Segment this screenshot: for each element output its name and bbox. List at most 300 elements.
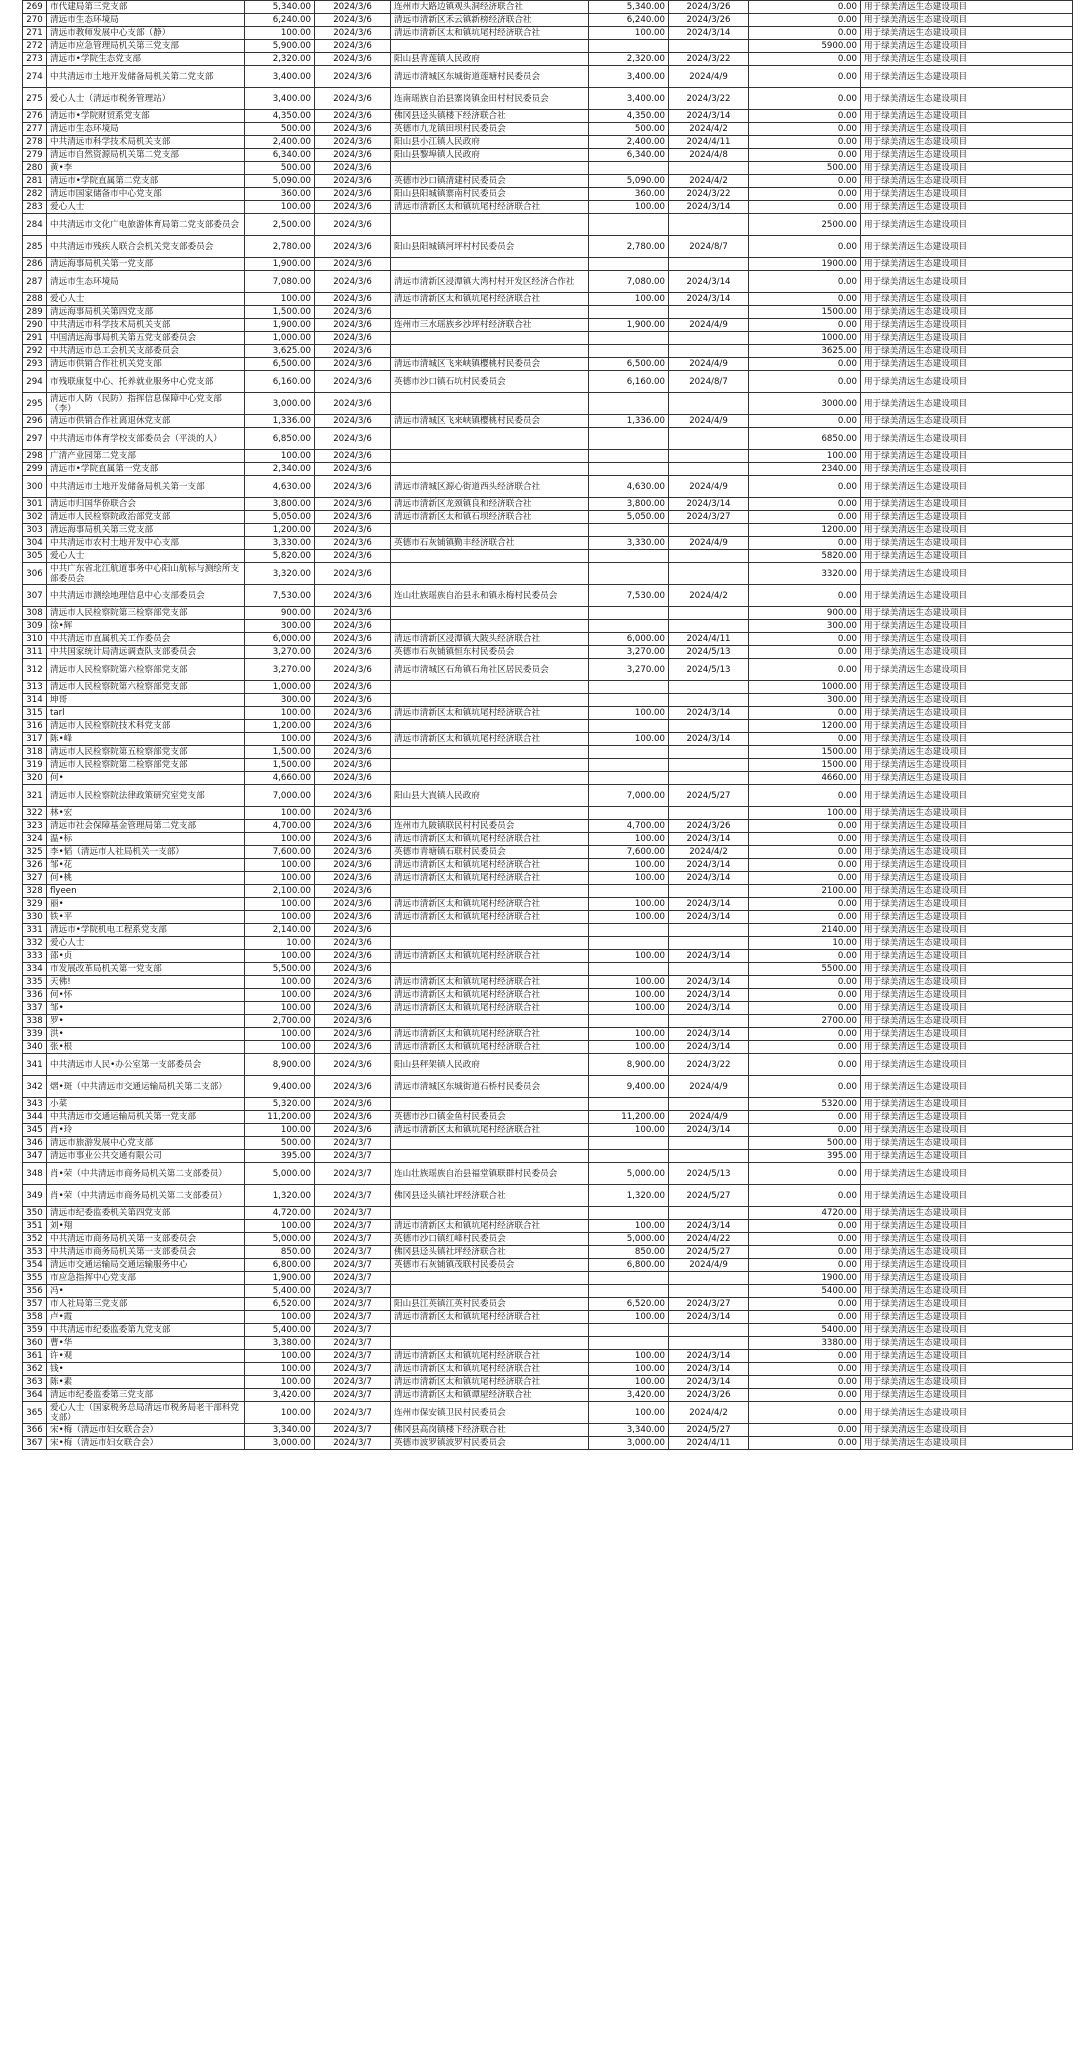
donation-amount-cell: 3,800.00 bbox=[245, 498, 315, 511]
donation-date-cell: 2024/3/6 bbox=[315, 746, 391, 759]
purpose-cell: 用于绿美清远生态建设项目 bbox=[861, 911, 1073, 924]
remaining-balance-cell: 0.00 bbox=[749, 88, 861, 110]
remaining-balance-cell: 1200.00 bbox=[749, 720, 861, 733]
donation-date-cell: 2024/3/6 bbox=[315, 371, 391, 393]
recipient-unit-cell: 英德市沙口镇金鱼村民委员会 bbox=[391, 1111, 589, 1124]
table-row bbox=[23, 1324, 1073, 1337]
donation-date-cell: 2024/3/6 bbox=[315, 498, 391, 511]
allocation-date-cell: 2024/8/7 bbox=[669, 371, 749, 393]
purpose-cell: 用于绿美清远生态建设项目 bbox=[861, 1150, 1073, 1163]
allocated-amount-cell: 3,000.00 bbox=[589, 1437, 669, 1450]
donor-name-cell: 钱• bbox=[47, 1363, 245, 1376]
allocated-amount-cell: 100.00 bbox=[589, 1041, 669, 1054]
donation-amount-cell: 4,720.00 bbox=[245, 1207, 315, 1220]
table-row bbox=[23, 201, 1073, 214]
table-row bbox=[23, 885, 1073, 898]
recipient-unit-cell: 清远市清新区太和镇坑尾村经济联合社 bbox=[391, 27, 589, 40]
donation-date-cell: 2024/3/6 bbox=[315, 585, 391, 607]
donation-date-cell: 2024/3/6 bbox=[315, 1124, 391, 1137]
donation-amount-cell: 1,200.00 bbox=[245, 720, 315, 733]
table-row bbox=[23, 620, 1073, 633]
donation-amount-cell: 5,900.00 bbox=[245, 40, 315, 53]
purpose-cell: 用于绿美清远生态建设项目 bbox=[861, 772, 1073, 785]
remaining-balance-cell: 0.00 bbox=[749, 136, 861, 149]
recipient-unit-cell: 连州市保安镇卫民村民委员会 bbox=[391, 1402, 589, 1424]
row-number-cell: 314 bbox=[23, 694, 47, 707]
remaining-balance-cell: 0.00 bbox=[749, 950, 861, 963]
row-number-cell: 365 bbox=[23, 1402, 47, 1424]
table-row bbox=[23, 872, 1073, 885]
table-row bbox=[23, 1111, 1073, 1124]
allocation-date-cell: 2024/4/11 bbox=[669, 136, 749, 149]
allocated-amount-cell: 5,050.00 bbox=[589, 511, 669, 524]
donation-date-cell: 2024/3/7 bbox=[315, 1272, 391, 1285]
allocation-date-cell: 2024/5/27 bbox=[669, 785, 749, 807]
table-row bbox=[23, 1076, 1073, 1098]
allocation-date-cell bbox=[669, 428, 749, 450]
donation-date-cell: 2024/3/6 bbox=[315, 1054, 391, 1076]
row-number-cell: 332 bbox=[23, 937, 47, 950]
donation-date-cell: 2024/3/6 bbox=[315, 720, 391, 733]
donation-date-cell: 2024/3/6 bbox=[315, 963, 391, 976]
allocation-date-cell: 2024/3/14 bbox=[669, 898, 749, 911]
donation-date-cell: 2024/3/6 bbox=[315, 188, 391, 201]
row-number-cell: 306 bbox=[23, 563, 47, 585]
donation-amount-cell: 7,080.00 bbox=[245, 271, 315, 293]
purpose-cell: 用于绿美清远生态建设项目 bbox=[861, 550, 1073, 563]
recipient-unit-cell bbox=[391, 550, 589, 563]
donor-name-cell: 何•桃 bbox=[47, 872, 245, 885]
allocated-amount-cell bbox=[589, 1285, 669, 1298]
table-row bbox=[23, 807, 1073, 820]
table-row bbox=[23, 371, 1073, 393]
donation-date-cell: 2024/3/6 bbox=[315, 476, 391, 498]
remaining-balance-cell: 3380.00 bbox=[749, 1337, 861, 1350]
allocated-amount-cell: 7,000.00 bbox=[589, 785, 669, 807]
allocation-date-cell: 2024/5/13 bbox=[669, 659, 749, 681]
allocation-date-cell bbox=[669, 306, 749, 319]
remaining-balance-cell: 0.00 bbox=[749, 188, 861, 201]
allocated-amount-cell bbox=[589, 332, 669, 345]
allocation-date-cell: 2024/3/22 bbox=[669, 88, 749, 110]
purpose-cell: 用于绿美清远生态建设项目 bbox=[861, 694, 1073, 707]
table-row bbox=[23, 1402, 1073, 1424]
donation-date-cell: 2024/3/6 bbox=[315, 859, 391, 872]
donation-date-cell: 2024/3/6 bbox=[315, 898, 391, 911]
recipient-unit-cell: 清远市清新区太和镇坑尾村经济联合社 bbox=[391, 1220, 589, 1233]
purpose-cell: 用于绿美清远生态建设项目 bbox=[861, 1337, 1073, 1350]
allocated-amount-cell bbox=[589, 1207, 669, 1220]
purpose-cell: 用于绿美清远生态建设项目 bbox=[861, 833, 1073, 846]
row-number-cell: 313 bbox=[23, 681, 47, 694]
purpose-cell: 用于绿美清远生态建设项目 bbox=[861, 585, 1073, 607]
remaining-balance-cell: 0.00 bbox=[749, 123, 861, 136]
recipient-unit-cell bbox=[391, 162, 589, 175]
purpose-cell: 用于绿美清远生态建设项目 bbox=[861, 258, 1073, 271]
recipient-unit-cell bbox=[391, 620, 589, 633]
allocated-amount-cell: 100.00 bbox=[589, 707, 669, 720]
remaining-balance-cell: 2340.00 bbox=[749, 463, 861, 476]
allocated-amount-cell bbox=[589, 306, 669, 319]
purpose-cell: 用于绿美清远生态建设项目 bbox=[861, 428, 1073, 450]
donation-date-cell: 2024/3/6 bbox=[315, 911, 391, 924]
donor-name-cell: 清远海事局机关第三党支部 bbox=[47, 524, 245, 537]
remaining-balance-cell: 0.00 bbox=[749, 293, 861, 306]
allocation-date-cell bbox=[669, 1098, 749, 1111]
allocated-amount-cell bbox=[589, 1137, 669, 1150]
allocation-date-cell: 2024/4/9 bbox=[669, 537, 749, 550]
donation-amount-cell: 100.00 bbox=[245, 859, 315, 872]
recipient-unit-cell bbox=[391, 1207, 589, 1220]
purpose-cell: 用于绿美清远生态建设项目 bbox=[861, 537, 1073, 550]
donation-amount-cell: 5,320.00 bbox=[245, 1098, 315, 1111]
purpose-cell: 用于绿美清远生态建设项目 bbox=[861, 450, 1073, 463]
row-number-cell: 325 bbox=[23, 846, 47, 859]
recipient-unit-cell bbox=[391, 463, 589, 476]
remaining-balance-cell: 1000.00 bbox=[749, 681, 861, 694]
recipient-unit-cell bbox=[391, 1337, 589, 1350]
purpose-cell: 用于绿美清远生态建设项目 bbox=[861, 1041, 1073, 1054]
donor-name-cell: 中共清远市总工会机关支部委员会 bbox=[47, 345, 245, 358]
purpose-cell: 用于绿美清远生态建设项目 bbox=[861, 306, 1073, 319]
purpose-cell: 用于绿美清远生态建设项目 bbox=[861, 937, 1073, 950]
donation-date-cell: 2024/3/6 bbox=[315, 524, 391, 537]
purpose-cell: 用于绿美清远生态建设项目 bbox=[861, 136, 1073, 149]
row-number-cell: 350 bbox=[23, 1207, 47, 1220]
table-row bbox=[23, 236, 1073, 258]
recipient-unit-cell: 阳山县江英镇江英村民委员会 bbox=[391, 1298, 589, 1311]
allocation-date-cell: 2024/3/14 bbox=[669, 976, 749, 989]
allocated-amount-cell bbox=[589, 162, 669, 175]
row-number-cell: 278 bbox=[23, 136, 47, 149]
donation-amount-cell: 300.00 bbox=[245, 620, 315, 633]
donation-amount-cell: 100.00 bbox=[245, 201, 315, 214]
donation-date-cell: 2024/3/6 bbox=[315, 1098, 391, 1111]
donation-date-cell: 2024/3/7 bbox=[315, 1259, 391, 1272]
table-row bbox=[23, 393, 1073, 415]
allocation-date-cell: 2024/4/11 bbox=[669, 1437, 749, 1450]
donation-amount-cell: 5,000.00 bbox=[245, 1163, 315, 1185]
donor-name-cell: 冯• bbox=[47, 1285, 245, 1298]
remaining-balance-cell: 0.00 bbox=[749, 911, 861, 924]
allocated-amount-cell: 360.00 bbox=[589, 188, 669, 201]
remaining-balance-cell: 0.00 bbox=[749, 66, 861, 88]
donation-date-cell: 2024/3/6 bbox=[315, 393, 391, 415]
donation-date-cell: 2024/3/6 bbox=[315, 759, 391, 772]
donation-amount-cell: 3,000.00 bbox=[245, 393, 315, 415]
table-row bbox=[23, 14, 1073, 27]
allocation-date-cell: 2024/4/2 bbox=[669, 123, 749, 136]
purpose-cell: 用于绿美清远生态建设项目 bbox=[861, 201, 1073, 214]
donation-amount-cell: 3,340.00 bbox=[245, 1424, 315, 1437]
table-row bbox=[23, 937, 1073, 950]
donor-name-cell: 清远市•学院财贸系党支部 bbox=[47, 110, 245, 123]
purpose-cell: 用于绿美清远生态建设项目 bbox=[861, 1098, 1073, 1111]
donation-amount-cell: 100.00 bbox=[245, 1002, 315, 1015]
donation-date-cell: 2024/3/6 bbox=[315, 110, 391, 123]
recipient-unit-cell bbox=[391, 393, 589, 415]
allocation-date-cell bbox=[669, 746, 749, 759]
donation-amount-cell: 100.00 bbox=[245, 1311, 315, 1324]
allocation-date-cell bbox=[669, 563, 749, 585]
recipient-unit-cell: 佛冈县高岗镇楼下经济联合社 bbox=[391, 1424, 589, 1437]
donation-amount-cell: 1,500.00 bbox=[245, 759, 315, 772]
donation-date-cell: 2024/3/7 bbox=[315, 1376, 391, 1389]
row-number-cell: 286 bbox=[23, 258, 47, 271]
donor-name-cell: 中国清远海事局机关第五党支部委员会 bbox=[47, 332, 245, 345]
recipient-unit-cell bbox=[391, 1324, 589, 1337]
donor-name-cell: 张•根 bbox=[47, 1041, 245, 1054]
table-row bbox=[23, 659, 1073, 681]
row-number-cell: 326 bbox=[23, 859, 47, 872]
recipient-unit-cell: 清远市清新区太和镇坑尾村经济联合社 bbox=[391, 911, 589, 924]
donation-date-cell: 2024/3/7 bbox=[315, 1437, 391, 1450]
donation-amount-cell: 1,336.00 bbox=[245, 415, 315, 428]
table-row bbox=[23, 694, 1073, 707]
purpose-cell: 用于绿美清远生态建设项目 bbox=[861, 872, 1073, 885]
allocation-date-cell bbox=[669, 937, 749, 950]
donation-amount-cell: 5,400.00 bbox=[245, 1285, 315, 1298]
donation-amount-cell: 100.00 bbox=[245, 293, 315, 306]
allocation-date-cell: 2024/4/9 bbox=[669, 358, 749, 371]
allocated-amount-cell: 850.00 bbox=[589, 1246, 669, 1259]
donor-name-cell: 中共清远市交通运输局机关第一党支部 bbox=[47, 1111, 245, 1124]
remaining-balance-cell: 0.00 bbox=[749, 707, 861, 720]
recipient-unit-cell: 清远市清新区太和镇坑尾村经济联合社 bbox=[391, 1311, 589, 1324]
recipient-unit-cell bbox=[391, 306, 589, 319]
remaining-balance-cell: 0.00 bbox=[749, 201, 861, 214]
donation-date-cell: 2024/3/7 bbox=[315, 1424, 391, 1437]
table-row bbox=[23, 332, 1073, 345]
donation-date-cell: 2024/3/6 bbox=[315, 950, 391, 963]
donation-date-cell: 2024/3/6 bbox=[315, 694, 391, 707]
remaining-balance-cell: 0.00 bbox=[749, 175, 861, 188]
row-number-cell: 341 bbox=[23, 1054, 47, 1076]
row-number-cell: 334 bbox=[23, 963, 47, 976]
donor-name-cell: 市代建局第三党支部 bbox=[47, 1, 245, 14]
remaining-balance-cell: 900.00 bbox=[749, 607, 861, 620]
allocated-amount-cell: 2,400.00 bbox=[589, 136, 669, 149]
donor-name-cell: tarl bbox=[47, 707, 245, 720]
allocation-date-cell bbox=[669, 214, 749, 236]
allocated-amount-cell: 100.00 bbox=[589, 872, 669, 885]
donor-name-cell: 何•怀 bbox=[47, 989, 245, 1002]
table-row bbox=[23, 1, 1073, 14]
table-row bbox=[23, 524, 1073, 537]
table-row bbox=[23, 258, 1073, 271]
allocated-amount-cell bbox=[589, 885, 669, 898]
table-row bbox=[23, 498, 1073, 511]
purpose-cell: 用于绿美清远生态建设项目 bbox=[861, 607, 1073, 620]
recipient-unit-cell: 英德市青塘镇石联村民委员会 bbox=[391, 846, 589, 859]
donation-date-cell: 2024/3/7 bbox=[315, 1350, 391, 1363]
recipient-unit-cell: 清远市清新区太和镇坑尾村经济联合社 bbox=[391, 707, 589, 720]
remaining-balance-cell: 0.00 bbox=[749, 1259, 861, 1272]
donation-amount-cell: 360.00 bbox=[245, 188, 315, 201]
table-row bbox=[23, 733, 1073, 746]
recipient-unit-cell bbox=[391, 450, 589, 463]
remaining-balance-cell: 5900.00 bbox=[749, 40, 861, 53]
remaining-balance-cell: 0.00 bbox=[749, 236, 861, 258]
table-row bbox=[23, 550, 1073, 563]
purpose-cell: 用于绿美清远生态建设项目 bbox=[861, 976, 1073, 989]
recipient-unit-cell: 清远市清城区东城街道莲塘村民委员会 bbox=[391, 66, 589, 88]
donation-date-cell: 2024/3/7 bbox=[315, 1337, 391, 1350]
donor-name-cell: 邹• bbox=[47, 1002, 245, 1015]
donation-amount-cell: 100.00 bbox=[245, 1350, 315, 1363]
purpose-cell: 用于绿美清远生态建设项目 bbox=[861, 371, 1073, 393]
donor-name-cell: 洪• bbox=[47, 1028, 245, 1041]
donation-amount-cell: 4,660.00 bbox=[245, 772, 315, 785]
table-row bbox=[23, 1350, 1073, 1363]
remaining-balance-cell: 0.00 bbox=[749, 319, 861, 332]
allocation-date-cell: 2024/4/11 bbox=[669, 633, 749, 646]
donor-name-cell: 温•标 bbox=[47, 833, 245, 846]
row-number-cell: 320 bbox=[23, 772, 47, 785]
donation-amount-cell: 3,400.00 bbox=[245, 66, 315, 88]
donor-name-cell: 爱心人士 bbox=[47, 937, 245, 950]
recipient-unit-cell bbox=[391, 332, 589, 345]
allocated-amount-cell: 4,630.00 bbox=[589, 476, 669, 498]
donation-date-cell: 2024/3/7 bbox=[315, 1402, 391, 1424]
donor-name-cell: 中共清远市文化广电旅游体育局第二党支部委员会 bbox=[47, 214, 245, 236]
donation-amount-cell: 10.00 bbox=[245, 937, 315, 950]
row-number-cell: 321 bbox=[23, 785, 47, 807]
recipient-unit-cell: 英德市沙口镇石坑村民委员会 bbox=[391, 371, 589, 393]
table-row bbox=[23, 1246, 1073, 1259]
donor-name-cell: 清远市归国华侨联合会 bbox=[47, 498, 245, 511]
allocated-amount-cell: 100.00 bbox=[589, 898, 669, 911]
allocation-date-cell bbox=[669, 607, 749, 620]
donation-amount-cell: 6,000.00 bbox=[245, 633, 315, 646]
remaining-balance-cell: 0.00 bbox=[749, 1220, 861, 1233]
purpose-cell: 用于绿美清远生态建设项目 bbox=[861, 1015, 1073, 1028]
allocation-date-cell: 2024/3/14 bbox=[669, 707, 749, 720]
row-number-cell: 315 bbox=[23, 707, 47, 720]
allocation-date-cell bbox=[669, 694, 749, 707]
allocation-date-cell: 2024/3/14 bbox=[669, 859, 749, 872]
row-number-cell: 280 bbox=[23, 162, 47, 175]
donor-name-cell: 清远市•学院生态党支部 bbox=[47, 53, 245, 66]
table-row bbox=[23, 1285, 1073, 1298]
allocated-amount-cell: 100.00 bbox=[589, 1028, 669, 1041]
allocation-date-cell: 2024/3/14 bbox=[669, 911, 749, 924]
allocation-date-cell: 2024/3/26 bbox=[669, 1389, 749, 1402]
recipient-unit-cell: 清远市清新区太和镇谭屋经济联合社 bbox=[391, 1389, 589, 1402]
remaining-balance-cell: 0.00 bbox=[749, 585, 861, 607]
row-number-cell: 344 bbox=[23, 1111, 47, 1124]
table-row bbox=[23, 646, 1073, 659]
table-row bbox=[23, 162, 1073, 175]
recipient-unit-cell bbox=[391, 759, 589, 772]
purpose-cell: 用于绿美清远生态建设项目 bbox=[861, 332, 1073, 345]
row-number-cell: 302 bbox=[23, 511, 47, 524]
table-row bbox=[23, 1163, 1073, 1185]
table-row bbox=[23, 123, 1073, 136]
table-row bbox=[23, 846, 1073, 859]
allocation-date-cell bbox=[669, 885, 749, 898]
donor-name-cell: 广清产业园第二党支部 bbox=[47, 450, 245, 463]
donation-amount-cell: 100.00 bbox=[245, 1363, 315, 1376]
donor-name-cell: 宋•梅（清远市妇女联合会） bbox=[47, 1437, 245, 1450]
donor-name-cell: 清远市教师发展中心支部（静） bbox=[47, 27, 245, 40]
allocation-date-cell: 2024/4/9 bbox=[669, 66, 749, 88]
donation-date-cell: 2024/3/6 bbox=[315, 924, 391, 937]
table-row bbox=[23, 1054, 1073, 1076]
remaining-balance-cell: 0.00 bbox=[749, 27, 861, 40]
recipient-unit-cell: 连州市三水瑶族乡沙坪村经济联合社 bbox=[391, 319, 589, 332]
recipient-unit-cell bbox=[391, 1137, 589, 1150]
allocation-date-cell: 2024/8/7 bbox=[669, 236, 749, 258]
donation-amount-cell: 300.00 bbox=[245, 694, 315, 707]
remaining-balance-cell: 1500.00 bbox=[749, 746, 861, 759]
donor-name-cell: 清远市纪委监委机关第四党支部 bbox=[47, 1207, 245, 1220]
donation-amount-cell: 500.00 bbox=[245, 1137, 315, 1150]
purpose-cell: 用于绿美清远生态建设项目 bbox=[861, 1424, 1073, 1437]
purpose-cell: 用于绿美清远生态建设项目 bbox=[861, 1111, 1073, 1124]
recipient-unit-cell: 连山壮族瑶族自治县永和镇永梅村民委员会 bbox=[391, 585, 589, 607]
remaining-balance-cell: 0.00 bbox=[749, 859, 861, 872]
donor-name-cell: 清远市供销合作社离退休党支部 bbox=[47, 415, 245, 428]
allocation-date-cell bbox=[669, 550, 749, 563]
allocation-date-cell: 2024/3/26 bbox=[669, 820, 749, 833]
allocated-amount-cell: 100.00 bbox=[589, 1376, 669, 1389]
donation-amount-cell: 5,090.00 bbox=[245, 175, 315, 188]
recipient-unit-cell: 清远市清新区太和镇坑尾村经济联合社 bbox=[391, 976, 589, 989]
remaining-balance-cell: 4660.00 bbox=[749, 772, 861, 785]
row-number-cell: 336 bbox=[23, 989, 47, 1002]
allocation-date-cell: 2024/3/14 bbox=[669, 872, 749, 885]
row-number-cell: 338 bbox=[23, 1015, 47, 1028]
donor-name-cell: 肖•荣（中共清远市商务局机关第二支部委员） bbox=[47, 1163, 245, 1185]
remaining-balance-cell: 0.00 bbox=[749, 149, 861, 162]
row-number-cell: 360 bbox=[23, 1337, 47, 1350]
donor-name-cell: 铁•平 bbox=[47, 911, 245, 924]
row-number-cell: 299 bbox=[23, 463, 47, 476]
remaining-balance-cell: 1200.00 bbox=[749, 524, 861, 537]
remaining-balance-cell: 0.00 bbox=[749, 1185, 861, 1207]
donation-date-cell: 2024/3/6 bbox=[315, 293, 391, 306]
purpose-cell: 用于绿美清远生态建设项目 bbox=[861, 345, 1073, 358]
remaining-balance-cell: 0.00 bbox=[749, 1389, 861, 1402]
donor-name-cell: 陈•素 bbox=[47, 1376, 245, 1389]
donation-date-cell: 2024/3/6 bbox=[315, 707, 391, 720]
remaining-balance-cell: 3625.00 bbox=[749, 345, 861, 358]
remaining-balance-cell: 0.00 bbox=[749, 733, 861, 746]
allocated-amount-cell bbox=[589, 393, 669, 415]
donation-amount-cell: 100.00 bbox=[245, 1041, 315, 1054]
purpose-cell: 用于绿美清远生态建设项目 bbox=[861, 236, 1073, 258]
allocated-amount-cell: 100.00 bbox=[589, 859, 669, 872]
donor-name-cell: 清远市•学院直属第二党支部 bbox=[47, 175, 245, 188]
donation-amount-cell: 5,000.00 bbox=[245, 1233, 315, 1246]
recipient-unit-cell: 阳山县阳城镇寨南村民委员会 bbox=[391, 188, 589, 201]
donation-date-cell: 2024/3/6 bbox=[315, 550, 391, 563]
donor-name-cell: 爱心人士 bbox=[47, 201, 245, 214]
donor-name-cell: 市人社局第三党支部 bbox=[47, 1298, 245, 1311]
donation-amount-cell: 5,340.00 bbox=[245, 1, 315, 14]
donation-date-cell: 2024/3/6 bbox=[315, 40, 391, 53]
allocation-date-cell: 2024/3/22 bbox=[669, 53, 749, 66]
remaining-balance-cell: 300.00 bbox=[749, 694, 861, 707]
donation-date-cell: 2024/3/6 bbox=[315, 846, 391, 859]
purpose-cell: 用于绿美清远生态建设项目 bbox=[861, 1076, 1073, 1098]
row-number-cell: 301 bbox=[23, 498, 47, 511]
purpose-cell: 用于绿美清远生态建设项目 bbox=[861, 498, 1073, 511]
allocation-date-cell bbox=[669, 772, 749, 785]
donation-amount-cell: 5,400.00 bbox=[245, 1324, 315, 1337]
remaining-balance-cell: 0.00 bbox=[749, 1054, 861, 1076]
